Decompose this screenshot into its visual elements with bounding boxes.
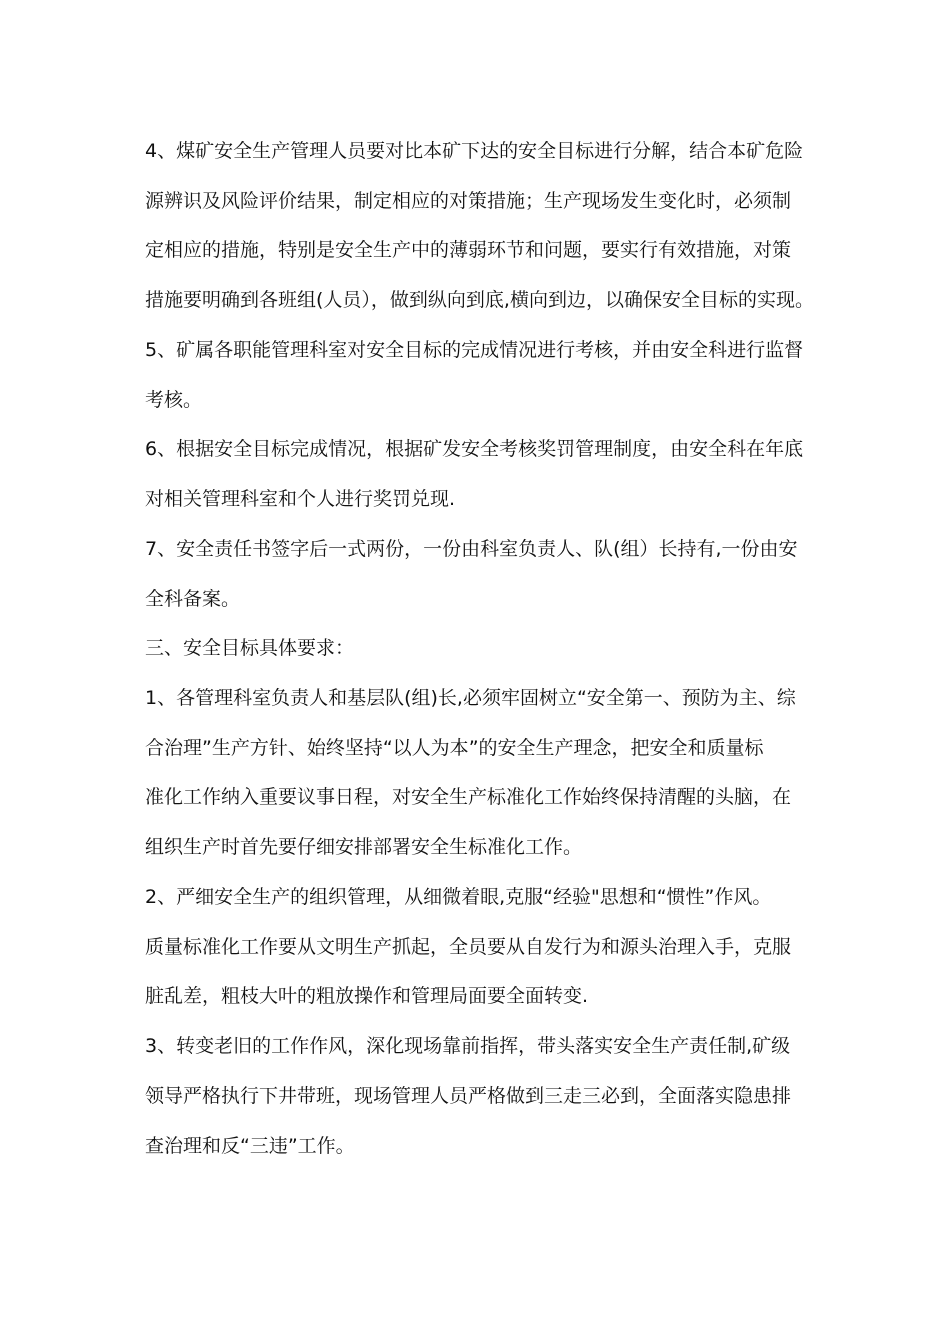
text-line: 1、各管理科室负责人和基层队(组)长,必须牢固树立“安全第一、预防为主、综 [145,687,796,709]
text-line: 措施要明确到各班组(人员），做到纵向到底,横向到边，以确保安全目标的实现。 [145,289,814,311]
text-line: 4、煤矿安全生产管理人员要对比本矿下达的安全目标进行分解，结合本矿危险 [145,140,804,162]
text-line: 5、矿属各职能管理科室对安全目标的完成情况进行考核，并由安全科进行监督 [145,339,804,361]
text-line: 脏乱差，粗枝大叶的粗放操作和管理局面要全面转变. [145,985,589,1007]
section-heading: 三、安全目标具体要求： [145,637,355,659]
text-line: 3、转变老旧的工作作风，深化现场靠前指挥，带头落实安全生产责任制,矿级 [145,1035,791,1057]
text-line: 7、安全责任书签字后一式两份，一份由科室负责人、队(组）长持有,一份由安 [145,538,798,560]
text-line: 准化工作纳入重要议事日程，对安全生产标准化工作始终保持清醒的头脑，在 [145,786,792,808]
text-line: 查治理和反“三违”工作。 [145,1135,355,1157]
text-line: 源辨识及风险评价结果，制定相应的对策措施；生产现场发生变化时，必须制 [145,190,792,212]
text-line: 6、根据安全目标完成情况，根据矿发安全考核奖罚管理制度，由安全科在年底 [145,438,804,460]
text-line: 组织生产时首先要仔细安排部署安全生标准化工作。 [145,836,583,858]
text-line: 领导严格执行下井带班，现场管理人员严格做到三走三必到，全面落实隐患排 [145,1085,792,1107]
text-line: 质量标准化工作要从文明生产抓起，全员要从自发行为和源头治理入手，克服 [145,936,792,958]
text-line: 对相关管理科室和个人进行奖罚兑现. [145,488,456,510]
text-line: 合治理”生产方针、始终坚持“以人为本”的安全生产理念，把安全和质量标 [145,737,764,759]
text-line: 考核。 [145,389,203,411]
text-line: 2、严细安全生产的组织管理，从细微着眼,克服“经验"思想和“惯性”作风。 [145,886,772,908]
text-line: 定相应的措施，特别是安全生产中的薄弱环节和问题，要实行有效措施，对策 [145,239,792,261]
text-line: 全科备案。 [145,588,241,610]
